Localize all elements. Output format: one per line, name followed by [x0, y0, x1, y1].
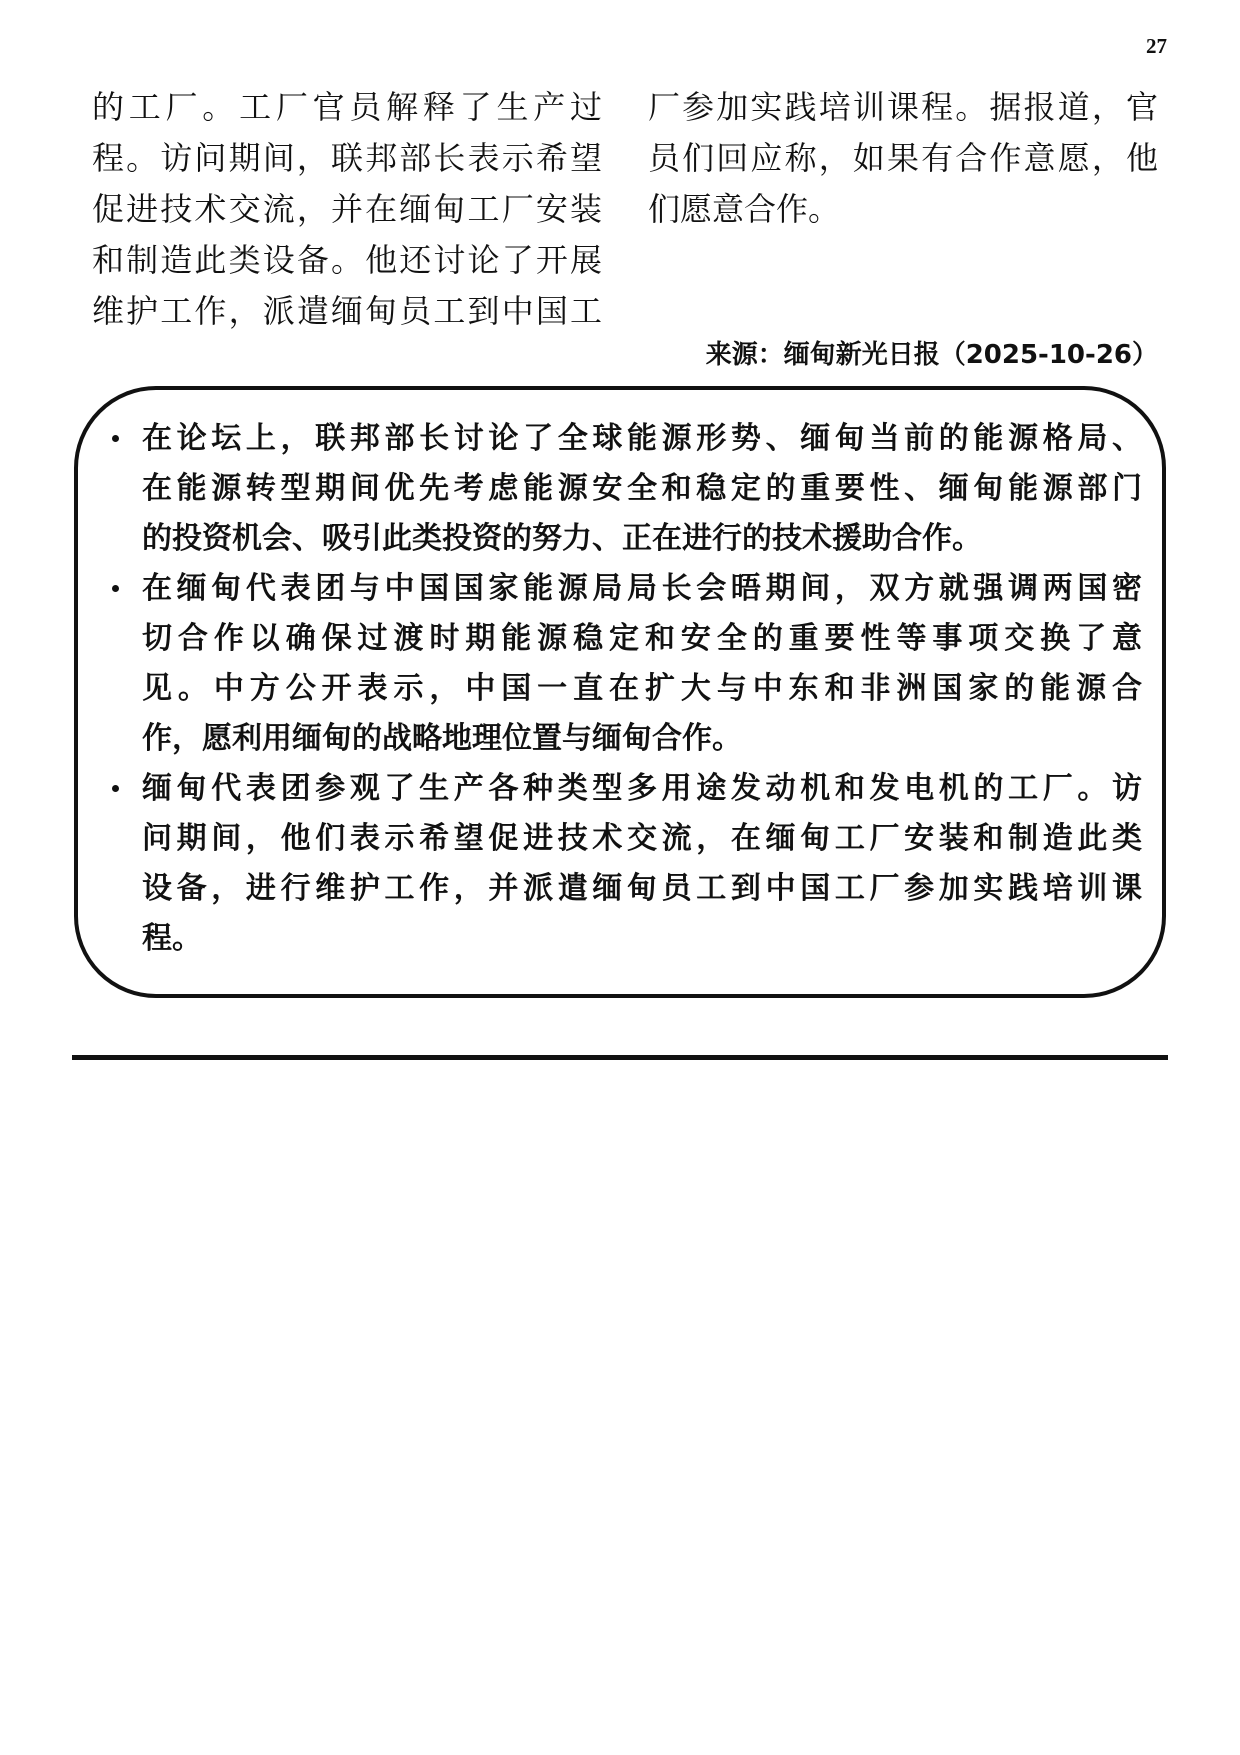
summary-bullet-list: [142, 414, 1142, 964]
bullet-line: 见。中方公开表示，中国一直在扩大与中东和非洲国家的能源合: [142, 671, 1142, 706]
article-source: 来源：缅甸新光日报（2025-10-26）: [705, 340, 1158, 370]
bullet-dot-icon: [112, 435, 119, 442]
bullet-line: 在论坛上，联邦部长讨论了全球能源形势、缅甸当前的能源格局、: [142, 421, 1142, 456]
article-line: 维护工作，派遣缅甸员工到中国工: [92, 292, 602, 330]
article-body: [92, 82, 1158, 370]
section-divider: [72, 1055, 1168, 1060]
summary-bullet: [142, 764, 1142, 964]
bullet-line: 问期间，他们表示希望促进技术交流，在缅甸工厂安装和制造此类: [142, 821, 1142, 856]
bullet-line: 切合作以确保过渡时期能源稳定和安全的重要性等事项交换了意: [142, 621, 1142, 656]
article-line: 员们回应称，如果有合作意愿，他: [648, 139, 1158, 177]
article-left-column: [92, 82, 602, 337]
summary-bullet: [142, 564, 1142, 764]
article-line: 程。访问期间，联邦部长表示希望: [92, 139, 602, 177]
article-line: 们愿意合作。: [648, 190, 841, 228]
article-line: 和制造此类设备。他还讨论了开展: [92, 241, 602, 279]
bullet-dot-icon: [112, 785, 119, 792]
page-number: 27: [1146, 34, 1167, 58]
bullet-line: 在能源转型期间优先考虑能源安全和稳定的重要性、缅甸能源部门: [142, 471, 1142, 506]
summary-bullet: [142, 414, 1142, 564]
bullet-dot-icon: [112, 585, 119, 592]
summary-box: [74, 386, 1166, 998]
bullet-line: 作，愿利用缅甸的战略地理位置与缅甸合作。: [142, 721, 742, 756]
article-line: 促进技术交流，并在缅甸工厂安装: [92, 190, 602, 228]
article-line: 厂参加实践培训课程。据报道，官: [648, 88, 1158, 126]
bullet-line: 程。: [142, 921, 202, 956]
bullet-line: 的投资机会、吸引此类投资的努力、正在进行的技术援助合作。: [142, 521, 982, 556]
bullet-line: 缅甸代表团参观了生产各种类型多用途发动机和发电机的工厂。访: [142, 771, 1142, 806]
article-right-column: [648, 82, 1158, 235]
article-line: 的工厂。工厂官员解释了生产过: [92, 88, 602, 126]
bullet-line: 在缅甸代表团与中国国家能源局局长会晤期间，双方就强调两国密: [142, 571, 1142, 606]
bullet-line: 设备，进行维护工作，并派遣缅甸员工到中国工厂参加实践培训课: [142, 871, 1142, 906]
